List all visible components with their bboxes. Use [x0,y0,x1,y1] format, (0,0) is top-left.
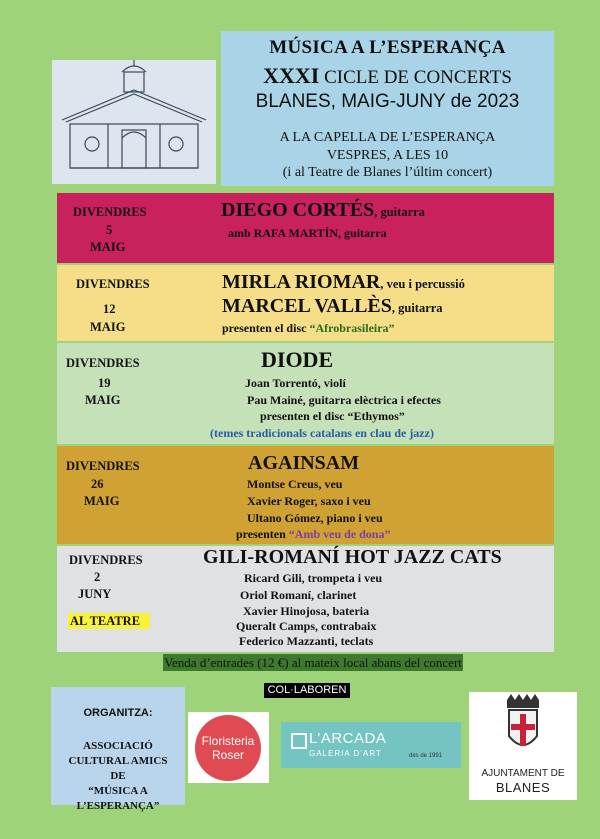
member-line: Ricard Gili, trompeta i veu [244,571,383,585]
member-line: Oriol Romaní, clarinet [240,588,357,602]
organizer-box [51,687,185,812]
cycle-text: CICLE DE CONCERTS [319,67,512,88]
organizer-name [51,739,185,814]
floristeria-word: Floristeria [201,734,255,748]
concert-day: DIVENDRES [66,356,140,370]
tickets-banner: Venda d’entrades (12 €) al mateix local abans del concert [164,655,462,670]
album-title: “Amb veu de dona” [288,527,391,541]
floristeria-roser-logo [188,712,269,783]
concert-day: DIVENDRES [66,459,140,473]
artist-instrument: , guitarra [391,301,443,315]
organizer-line: “MÚSICA A [88,785,148,797]
member-line: Queralt Camps, contrabaix [236,619,377,633]
organizer-line: ASSOCIACIÓ [83,740,153,752]
member-line: Pau Mainé, guitarra elèctrica i efectes [247,393,441,407]
artist-instrument: , veu i percussió [380,277,465,291]
chapel-drawing [52,60,216,184]
location-dates: BLANES, MAIG-JUNY de 2023 [255,91,520,112]
larcada-logo [281,722,461,768]
artist-name: AGAINSAM [248,452,360,474]
concert-date: 19 [98,376,111,390]
member-line: Xavier Hinojosa, bateria [243,604,370,618]
ajuntament-line2: BLANES [495,780,551,795]
concert-2 [57,265,554,341]
concert-month: MAIG [90,320,126,334]
ajuntament-logo [469,692,577,800]
venue-note: (i al Teatre de Blanes l’últim concert) [282,165,493,180]
venue: A LA CAPELLA DE L’ESPERANÇA [279,130,496,145]
artist-name: GILI-ROMANÍ HOT JAZZ CATS [203,546,502,568]
album-line [222,321,395,336]
album-line [260,409,405,424]
concert-day: DIVENDRES [69,553,143,567]
time: VESPRES, A LES 10 [326,148,449,163]
organizer-line: L’ESPERANÇA” [76,800,160,812]
organizer-line: CULTURAL AMICS [68,755,168,767]
artist-name [221,199,425,222]
member-line: Ultano Gómez, piano i veu [247,511,383,525]
album-title: “Ethymos” [347,409,405,423]
artist-label: DIEGO CORTÉS [221,199,375,221]
concert-4 [57,446,554,544]
artist-label: MIRLA RIOMAR [222,271,381,293]
concert-day: DIVENDRES [73,205,147,219]
album-prefix: presenten el disc [222,321,310,335]
organizer-heading: ORGANITZA: [83,707,153,719]
chapel-illustration [52,60,216,184]
header-box [221,31,554,186]
floristeria-circle [195,715,261,781]
concert-month: JUNY [78,587,112,601]
member-line: Montse Creus, veu [247,477,343,491]
ajuntament-line1: AJUNTAMENT DE [481,768,565,779]
artist-name [222,271,465,294]
collaborators-label: COL·LABOREN [264,683,350,698]
member-line: Federico Mazzanti, teclats [239,634,374,648]
coat-of-arms-icon [469,692,577,768]
artist-name: DIODE [261,347,334,372]
edition-numeral: XXXI [263,63,320,88]
concert-month: MAIG [90,240,126,254]
larcada-subtitle: GALERIA D’ART [309,749,382,758]
guest-line: amb RAFA MARTÍN, guitarra [228,226,387,240]
album-note: (temes tradicionals catalans en clau de jazz) [210,426,434,440]
floristeria-word: Roser [211,748,244,762]
concert-1 [57,193,554,263]
member-line: Joan Torrentó, violí [245,376,346,390]
album-title: “Afrobrasileira” [309,321,395,335]
album-prefix: presenten [236,527,289,541]
album-line [236,527,390,542]
concert-month: MAIG [85,393,121,407]
concert-date: 5 [106,223,113,237]
festival-title: MÚSICA A L’ESPERANÇA [269,37,506,58]
concert-date: 26 [91,477,104,491]
larcada-since: des de 1991 [409,753,443,759]
member-line: Xavier Roger, saxo i veu [247,494,371,508]
artist-label: MARCEL VALLÈS [222,295,392,317]
artist-instrument: , guitarra [374,205,425,219]
concert-3 [57,343,554,444]
concert-day: DIVENDRES [76,277,150,291]
venue-badge: AL TEATRE [68,613,150,629]
artist-name-2 [222,295,443,318]
concert-date: 12 [103,302,116,316]
cycle-title [221,63,554,89]
square-icon [291,733,307,749]
organizer-line: DE [110,770,126,782]
concert-month: MAIG [84,494,120,508]
larcada-name: L’ARCADA [309,730,387,747]
concert-5 [57,546,554,652]
album-prefix: presenten el disc [260,409,348,423]
concert-date: 2 [94,570,101,584]
